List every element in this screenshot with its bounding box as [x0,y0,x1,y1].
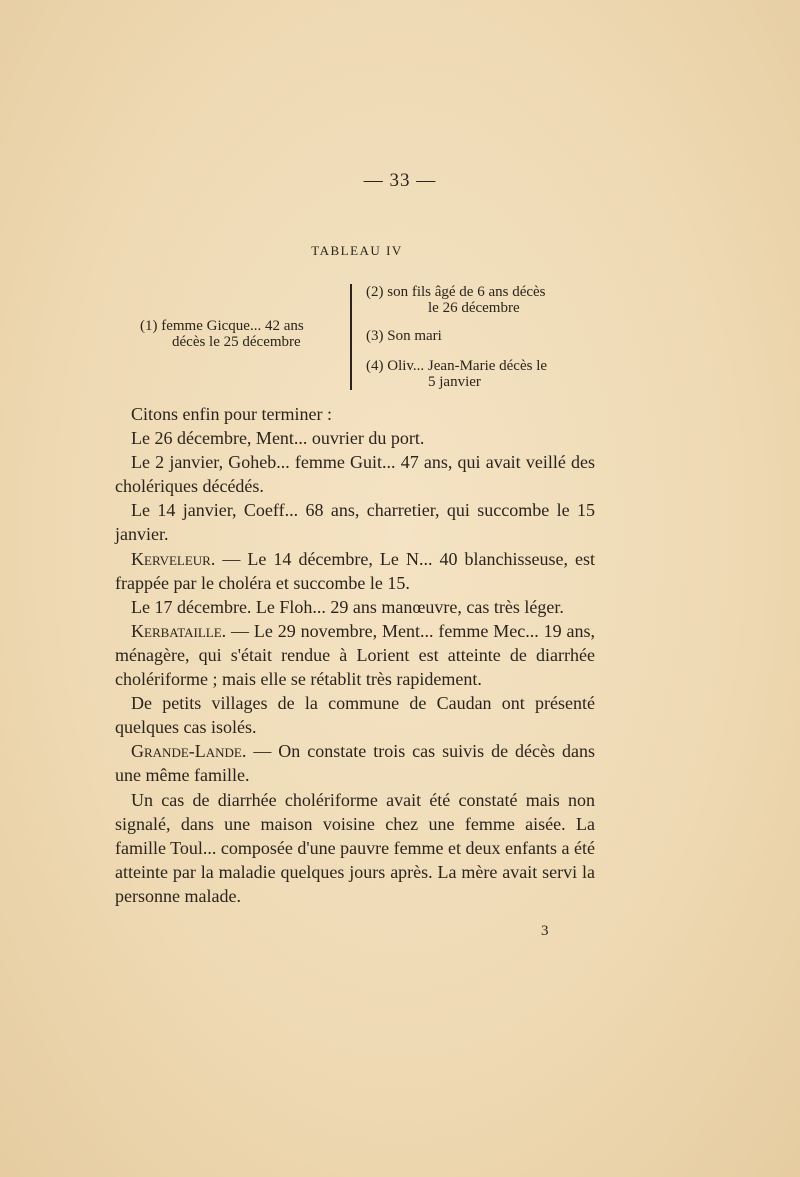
family-table-brace [350,284,356,390]
paragraph [115,426,595,450]
paragraph-text: — Le 14 décembre, Le N... 40 blanchisseuse, est frappée par le choléra et succombe le 15. [115,548,595,593]
paragraph [115,691,595,739]
body-text [115,402,595,908]
place-name-heading: Kerbataille. [131,620,227,641]
item-line1: (2) son fils âgé de 6 ans décès [366,284,546,300]
family-table-item [366,328,576,344]
paragraph-text: Un cas de diarrhée cholériforme avait été constaté mais non signalé, dans une maison voisine chez une femme aisée. La famille Toul... composée d'une pauvre femme et deux enfants a été atteinte par la maladie quelques jours après. La mère avait servi la personne malade. [115,789,595,906]
paragraph [115,450,595,498]
paragraph-text: Le 17 décembre. Le Floh... 29 ans manœuvre, cas très léger. [131,596,564,617]
item-line2: le 26 décembre [428,300,520,316]
left-entry-line1: (1) femme Gicque... 42 ans [140,318,304,334]
place-name-heading: Grande-Lande. [131,741,247,762]
item-line1: (3) Son mari [366,328,442,344]
paragraph [115,619,595,691]
left-entry-line2: décès le 25 décembre [172,334,301,350]
item-line1: (4) Oliv... Jean-Marie décès le [366,358,548,374]
family-table-item [366,284,576,316]
paragraph-text: Le 2 janvier, Goheb... femme Guit... 47 ans, qui avait veillé des cholériques décédés. [115,452,595,497]
paragraph [115,788,595,908]
paragraph-text: Le 14 janvier, Coeff... 68 ans, charretier, qui succombe le 15 janvier. [115,500,595,545]
table-title: TABLEAU IV [311,243,403,258]
family-table-item [366,358,576,390]
paragraph [115,595,595,619]
paragraph [115,739,595,787]
page-number: — 33 — [363,170,437,191]
paragraph [115,402,595,426]
signature-mark: 3 [541,923,549,939]
item-line2: 5 janvier [428,374,481,390]
paragraph-text: De petits villages de la commune de Caudan ont présenté quelques cas isolés. [115,693,595,738]
paragraph [115,498,595,546]
paragraph [115,547,595,595]
paragraph-text: — On constate trois cas suivis de décès dans une même famille. [115,741,595,786]
family-table-left-entry [140,318,345,350]
paragraph-text: — Le 29 novembre, Ment... femme Mec... 19 ans, ménagère, qui s'était rendue à Lorient est atteinte de diarrhée cholériforme ; mais elle se rétablit très rapidement. [115,620,595,690]
paragraph-text: Citons enfin pour terminer : [131,404,332,424]
paragraph-text: Le 26 décembre, Ment... ouvrier du port. [131,428,425,449]
place-name-heading: Kerveleur. [131,548,216,569]
family-table [140,284,580,394]
